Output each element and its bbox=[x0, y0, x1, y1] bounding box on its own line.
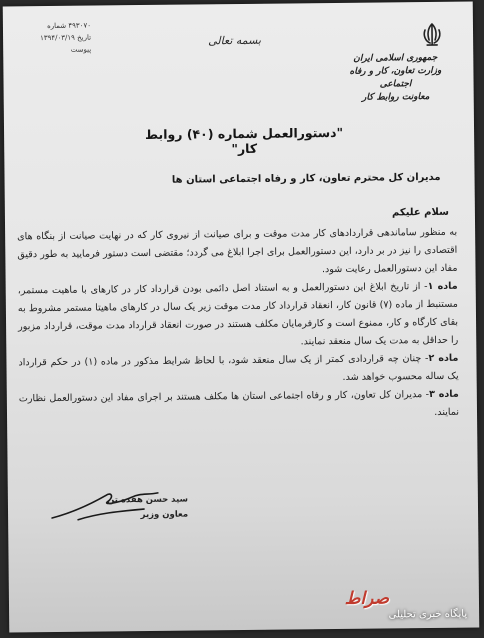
salutation: سلام علیکم bbox=[391, 206, 449, 219]
article-label: ماده ۲ bbox=[428, 352, 459, 365]
letter-attachment: پیوست bbox=[70, 45, 92, 54]
bismillah-header: بسمه تعالی bbox=[208, 33, 262, 48]
article-label: ماده ۱ bbox=[427, 280, 458, 293]
department-name: معاونت روابط کار bbox=[361, 92, 430, 103]
intro-paragraph: به منظور ساماندهی قراردادهای کار مدت موقت و برای صیانت از نیروی کار که در نهایت صیانت از بنگاه های اقتصادی را نیز در بر دارد، این دستورالعمل برای اجرا ابلاغ می گردد؛ مقتضی است دستور فرمایید به طور دقیق مفاد این دستورالعمل رعایت شود. bbox=[17, 226, 458, 276]
ministry-name: وزارت تعاون، کار و رفاه اجتماعی bbox=[349, 65, 442, 90]
signature-block bbox=[68, 493, 188, 524]
watermark-caption: پایگاه خبری تحلیلی bbox=[388, 608, 468, 621]
document-title: "دستورالعمل شماره (۴۰) روابط کار" bbox=[145, 124, 344, 157]
letter-body bbox=[17, 224, 459, 427]
letter-meta bbox=[31, 20, 91, 57]
ministry-letterhead bbox=[335, 52, 456, 105]
letter-page bbox=[3, 2, 480, 633]
addressee-line: مدیران کل محترم تعاون، کار و رفاه اجتماعی استان ها bbox=[171, 171, 441, 186]
article-label: ماده ۳ bbox=[429, 388, 459, 401]
letter-date: تاریخ ۱۳۹۴/۰۳/۱۹ bbox=[40, 33, 92, 43]
article-2 bbox=[18, 350, 458, 391]
signer-name: سید حسن هفده تن bbox=[107, 494, 188, 506]
article-text: - مدیران کل تعاون، کار و رفاه اجتماعی استان ها مکلف هستند بر اجرای مفاد این دستورالعمل نظارت نمایند. bbox=[18, 389, 460, 418]
signer-title: معاون وزیر bbox=[140, 509, 189, 521]
watermark-logo: صراط bbox=[344, 588, 390, 609]
republic-name: جمهوری اسلامی ایران bbox=[353, 52, 438, 64]
article-text: - از تاریخ ابلاغ این دستورالعمل و به استناد اصل دائمی بودن قرارداد کار در کارهای با ماهیت مستمر، مستنبط از ماده (۷) قانون کار، انعقاد قرارداد کار مدت موقت زیر یک سال در کارهای ماهیتا مستمر مشروط به بقای کارگاه و کار، ممنوع است و کارفرمایان مکلف هستند در صورت انعقاد قرارداد مدت موقت، قرارداد مزبور را حداقل به مدت یک سال منعقد نمایند. bbox=[17, 281, 459, 348]
letter-number: ۴۹۳۰۷۰ شماره bbox=[47, 21, 91, 31]
article-1 bbox=[18, 278, 459, 355]
article-text: - چنان چه قراردادی کمتر از یک سال منعقد شود، با لحاظ شرایط مذکور در ماده (۱) در حکم قرارداد یک ساله محسوب خواهد شد. bbox=[18, 353, 459, 383]
iran-emblem-icon bbox=[419, 22, 445, 48]
article-3 bbox=[19, 386, 459, 427]
